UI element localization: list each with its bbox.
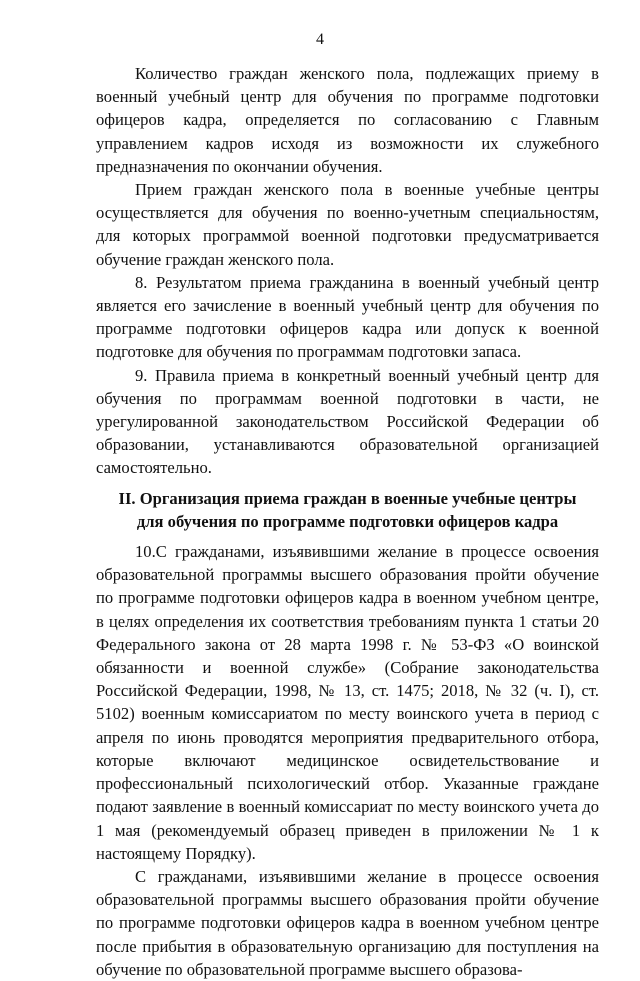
paragraph-item-9: 9. Правила приема в конкретный военный учебный центр для обучения по программам военной подготовки в части, не урегулированной законодательством Российской Федерации об образовании, устанавливаются образовательной организацией самостоятельно. <box>96 365 599 478</box>
paragraph-item-8: 8. Результатом приема гражданина в военный учебный центр является его зачисление в военный учебный центр для обучения по программе подготовки офицеров кадра или допуск к военной подготовке для обучения по программам подготовки запаса. <box>96 272 599 362</box>
paragraph-after-arrival: С гражданами, изъявившими желание в процессе освоения образовательной программы высшего образования пройти обучение по программе подготовки офицеров кадра в военном учебном центре после прибытия в образовательную организацию для поступления на обучение по образовательной программе высшего образова- <box>96 866 599 979</box>
paragraph-female-quota: Количество граждан женского пола, подлежащих приему в военный учебный центр для обучения по программе подготовки офицеров кадра, определяется по согласованию с Главным управлением кадров исходя из возможности их служебного предназначения по окончании обучения. <box>96 64 599 176</box>
section-heading <box>96 487 599 533</box>
page-number: 4 <box>316 31 324 48</box>
section-heading-line-2: для обучения по программе подготовки офицеров кадра <box>136 511 559 531</box>
document-body <box>96 62 599 981</box>
section-heading-line-1: II. Организация приема граждан в военные учебные центры <box>118 488 577 508</box>
paragraph-female-admission: Прием граждан женского пола в военные учебные центры осуществляется для обучения по военно-учетным специальностям, для которых программой военной подготовки предусматривается обучение граждан женского пола. <box>96 180 599 269</box>
paragraph-item-10: 10.С гражданами, изъявившими желание в процессе освоения образовательной программы высшего образования пройти обучение по программе подготовки офицеров кадра в военном учебном центре, в целях определения их соответствия требованиям пункта 1 статьи 20 Федерального закона от 28 марта 1998 г. № 53-ФЗ «О воинской обязанности и военной службе» (Собрание законодательства Российской Федерации, 1998, № 13, ст. 1475; 2018, № 32 (ч. I), ст. 5102) военным комиссариатом по месту воинского учета в период с апреля по июнь проводятся мероприятия предварительного отбора, которые включают медицинское освидетельствование и профессиональный психологический отбор. Указанные граждане подают заявление в военный комиссариат по месту воинского учета до 1 мая (рекомендуемый образец приведен в приложении № 1 к настоящему Порядку). <box>96 542 599 863</box>
